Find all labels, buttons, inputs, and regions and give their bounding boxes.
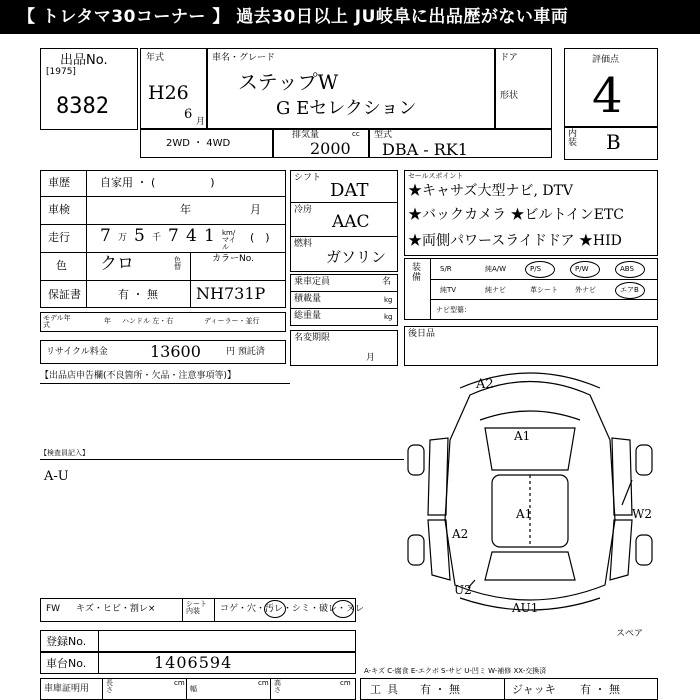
eq-row-line	[430, 299, 658, 300]
cert-height-unit: cm	[340, 679, 351, 687]
banner: 【 トレタマ30コーナー 】 過去30日以上 JU岐阜に出品歴がない車両	[0, 0, 700, 34]
color-value: クロ	[100, 254, 134, 274]
eq-row-line	[430, 279, 658, 280]
score-value: 4	[592, 68, 623, 124]
fuel-label: 燃料	[294, 239, 313, 249]
mileage-d3: 7	[168, 226, 179, 246]
model-name: ステップW	[238, 70, 339, 94]
fw-items: キズ・ヒビ・割レ×	[76, 604, 156, 614]
info-row-line	[40, 196, 286, 197]
equipment-label: 装備	[412, 263, 422, 283]
door-divider	[494, 48, 496, 130]
ac-value: AAC	[332, 212, 370, 232]
mark-a1-hood: A1	[514, 429, 531, 443]
name-change-unit: 月	[366, 353, 376, 363]
cap-row-line	[290, 291, 398, 292]
recycle-unit: 円 預託済	[226, 347, 265, 357]
mileage-d5: 1	[204, 226, 215, 246]
wheel-left-rear	[408, 535, 424, 565]
load-label: 積載量	[294, 294, 322, 304]
fw-divider	[182, 598, 183, 622]
history-label: 車歴	[48, 176, 70, 189]
cert-width: 幅	[190, 685, 197, 693]
mileage-u2: 千	[152, 233, 162, 243]
sales-line3: ★両側パワースライドドア ★HID	[408, 233, 622, 249]
mileage-label: 走行	[48, 231, 70, 244]
wheel-right-rear	[636, 535, 652, 565]
drive-value: 2WD ・ 4WD	[166, 138, 231, 149]
displacement-value: 2000	[310, 139, 351, 158]
equipment-item: ABS	[620, 265, 634, 273]
color-repaint: 色替	[174, 256, 181, 271]
warranty-value: 有 ・ 無	[118, 288, 158, 301]
displacement-label: 排気量	[292, 130, 320, 140]
fuel-value: ガソリン	[326, 248, 387, 266]
mileage-d2: 5	[134, 226, 145, 246]
cert-divider	[102, 678, 103, 700]
jack-label: ジャッキ	[512, 683, 556, 696]
equipment-item: 純A/W	[485, 265, 507, 273]
fw-divider	[214, 598, 215, 622]
interior-label: 内装	[568, 129, 578, 148]
mileage-d1: 7	[100, 226, 111, 246]
mark-a1-roof: A1	[516, 507, 533, 521]
eq-col-line	[430, 258, 431, 320]
registration-label: 登録No.	[46, 635, 87, 648]
displacement-unit: cc	[352, 130, 360, 138]
cert-width-unit: cm	[258, 679, 269, 687]
year-value: H26	[148, 82, 189, 104]
mileage-u1: 万	[118, 233, 128, 243]
score-label: 評価点	[592, 55, 620, 65]
warranty-divider	[190, 280, 191, 308]
equipment-circle	[525, 261, 555, 278]
lot-number: 8382	[56, 94, 109, 119]
mileage-paren: ( )	[250, 231, 270, 244]
recycle-label: リサイクル料金	[46, 347, 108, 357]
color-code: NH731P	[196, 284, 266, 303]
mark-a2-side: A2	[452, 527, 469, 541]
capacity-label: 乗車定員	[294, 277, 331, 287]
equipment-item: 純ナビ	[485, 286, 506, 294]
weight-unit: kg	[384, 313, 393, 321]
chassis-label: 車台No.	[46, 657, 87, 670]
handle: ハンドル 左・右	[122, 317, 174, 325]
interior-divider	[564, 126, 658, 128]
cert-divider	[186, 678, 187, 700]
model-year-label: モデル年式	[43, 314, 71, 329]
door-left-front	[428, 438, 448, 515]
load-unit: kg	[384, 296, 393, 304]
lot-code: [1975]	[46, 67, 76, 77]
inspection-month-unit: 月	[250, 203, 261, 216]
interior-value: B	[606, 130, 621, 154]
equipment-item: 外ナビ	[575, 286, 596, 294]
car-diagram	[400, 370, 660, 620]
door-right-rear	[610, 520, 632, 580]
aftermarket-label: 後日品	[408, 329, 436, 339]
tools-label: 工具	[370, 683, 404, 696]
shift-value: DAT	[330, 180, 369, 201]
registration-row	[40, 630, 356, 652]
inspection-year-unit: 年	[180, 203, 191, 216]
recycle-value: 13600	[150, 342, 201, 361]
sales-line2: ★バックカメラ ★ビルトインETC	[408, 207, 625, 223]
mark-w2: W2	[632, 507, 652, 521]
navi-model: ナビ型纂：	[436, 306, 471, 314]
mid-row-line	[290, 202, 398, 203]
mark-au1: AU1	[512, 601, 539, 615]
equipment-item: S/R	[440, 265, 452, 273]
equipment-circle	[615, 282, 645, 299]
info-row-line	[40, 224, 286, 225]
aftermarket-box	[404, 326, 658, 366]
equipment-item: エアB	[620, 286, 639, 294]
cert-divider	[270, 678, 271, 700]
year-month-unit: 月	[196, 117, 206, 127]
car-rear-window	[485, 552, 575, 580]
model-year-unit: 年	[104, 317, 111, 325]
seat-circle-1	[264, 600, 286, 618]
cert-height: 高さ	[274, 679, 281, 694]
color-divider	[190, 252, 191, 280]
inspection-label: 車検	[48, 203, 70, 216]
year-month: 6	[184, 107, 193, 122]
equipment-item: 純TV	[440, 286, 457, 294]
sales-points-label: セールスポイント	[408, 172, 464, 180]
lot-label: 出品No.	[60, 53, 108, 68]
car-roof-front	[480, 411, 580, 420]
mid-row-line	[290, 236, 398, 237]
weight-label: 総重量	[294, 311, 322, 321]
capacity-unit: 名	[382, 277, 392, 287]
mark-a2-top: A2	[476, 377, 494, 392]
mileage-unit: km/マイル	[222, 229, 236, 251]
wheel-right-front	[636, 445, 652, 475]
mark-u2: U2	[454, 583, 472, 597]
inspector-line	[40, 459, 404, 460]
seat-circle-2	[332, 600, 354, 618]
dealer: ディーラー・並行	[204, 317, 260, 325]
tools-value: 有 ・ 無	[420, 683, 460, 696]
equipment-item: P/W	[575, 265, 589, 273]
equipment-circle	[570, 261, 600, 278]
cert-length-unit: cm	[174, 679, 185, 687]
mileage-d4: 4	[186, 226, 197, 246]
damage-legend: A-キズ C-腐食 E-エクボ S-サビ U-凹ミ W-補修 XX-交換済	[364, 667, 547, 675]
spare-label: スペア	[616, 629, 644, 639]
chassis-value: 1406594	[154, 653, 233, 672]
leader-w2	[622, 480, 632, 505]
info-col-line	[86, 170, 87, 308]
seat-label: シート内装	[186, 600, 207, 615]
history-value: 自家用 ・ ( )	[100, 176, 215, 189]
equipment-item: P/S	[530, 265, 542, 273]
car-body-outline	[445, 382, 615, 601]
equipment-circle	[615, 261, 645, 278]
shift-label: シフト	[294, 173, 322, 183]
info-row-line	[40, 252, 286, 253]
type-value: DBA - RK1	[382, 140, 468, 159]
type-label: 型式	[374, 130, 393, 140]
fw-label: FW	[46, 604, 61, 614]
jack-value: 有 ・ 無	[580, 683, 620, 696]
inspector-note: A-U	[44, 469, 69, 484]
warranty-label: 保証書	[48, 288, 81, 301]
seat-items: コゲ・穴・汚レ・シミ・破レ・ヌレ	[220, 604, 365, 614]
model-grade: G Eセレクション	[276, 98, 417, 119]
cert-length: 長さ	[106, 679, 113, 694]
model-label: 車名・グレード	[212, 53, 276, 63]
color-code-label: カラーNo.	[212, 254, 254, 264]
door-label: ドア	[500, 53, 518, 63]
inspector-label: 【検査員記入】	[40, 449, 89, 457]
seller-notes-line	[40, 383, 290, 384]
year-label: 年式	[146, 53, 165, 63]
ac-label: 冷房	[294, 205, 313, 215]
equipment-item: 革シート	[530, 286, 558, 294]
seller-notes-label: 【出品店申告欄(不良箇所・欠品・注意事項等)】	[40, 371, 237, 381]
tools-divider	[504, 678, 505, 700]
color-label: 色	[56, 259, 67, 272]
shape-label: 形状	[500, 91, 519, 101]
name-change-label: 名変期限	[294, 333, 331, 343]
wheel-left-front	[408, 445, 424, 475]
door-left-rear	[428, 520, 450, 580]
info-row-line	[40, 280, 286, 281]
sales-line1: ★キャサズ大型ナビ, DTV	[408, 183, 574, 199]
certificate-label: 車庫証明用	[44, 684, 90, 694]
cap-row-line	[290, 308, 398, 309]
